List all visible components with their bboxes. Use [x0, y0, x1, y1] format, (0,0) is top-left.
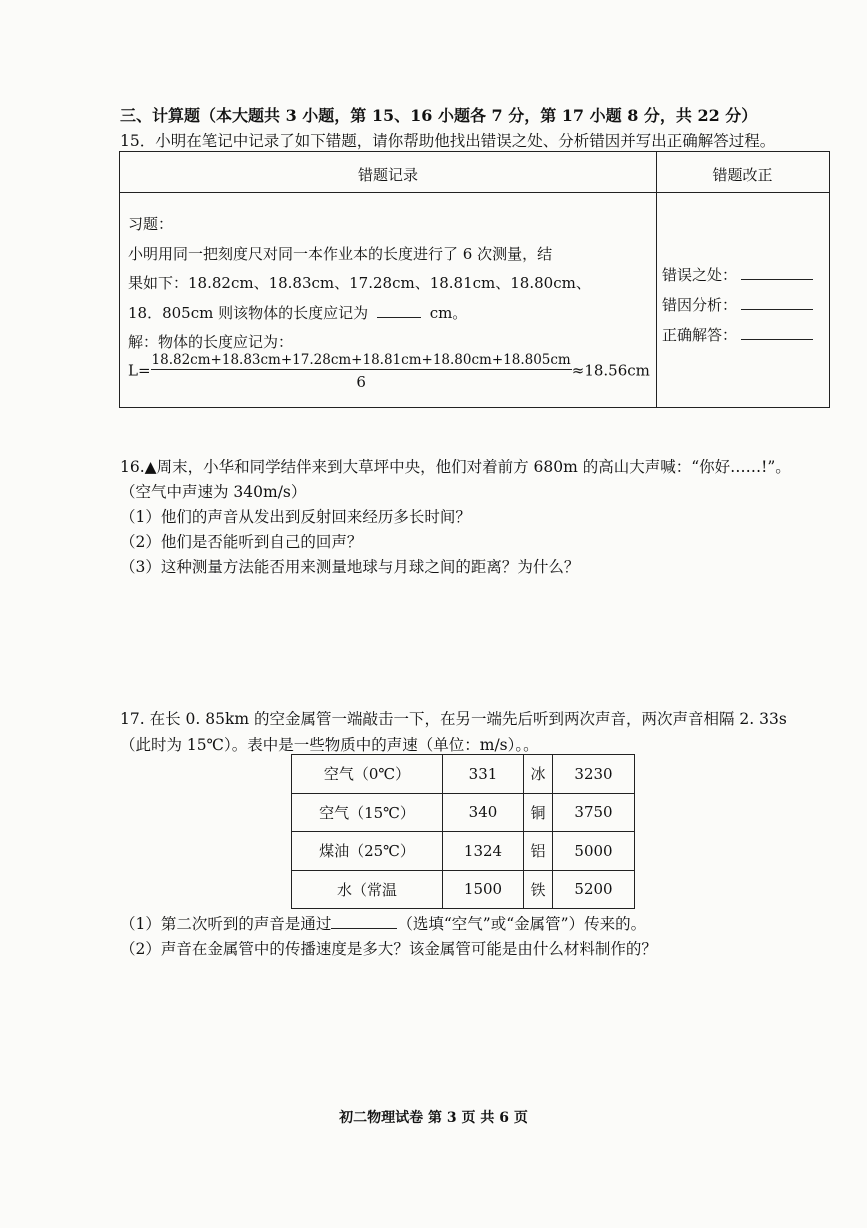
medium-cell: 空气（0℃） [292, 755, 443, 794]
medium-cell: 冰 [524, 755, 553, 794]
correction-error-analysis [662, 290, 813, 320]
table-row [292, 793, 635, 832]
correction-blank-1[interactable] [741, 278, 813, 280]
speed-cell: 331 [443, 755, 524, 794]
question-16-sub-3: （3）这种测量方法能否用来测量地球与月球之间的距离？为什么？ [120, 558, 580, 576]
answer-blank[interactable] [377, 316, 421, 318]
exercise-line-3-text: 18．805cm 则该物体的长度应记为 [128, 303, 369, 322]
medium-cell: 铝 [524, 832, 553, 871]
medium-cell: 空气（15℃） [292, 793, 443, 832]
exercise-line-3-unit: cm。 [429, 303, 468, 322]
question-16-sub-2: （2）他们是否能听到自己的回声？ [120, 533, 363, 551]
question-17-stem-2: （此时为 15℃）。表中是一些物质中的声速（单位：m/s）。。 [120, 736, 539, 754]
formula-denominator: 6 [356, 373, 366, 391]
speed-cell: 1324 [443, 832, 524, 871]
formula-rhs: ≈18.56cm [571, 361, 650, 380]
question-16-stem: 16.▲周末，小华和同学结伴来到大草坪中央，他们对着前方 680m 的高山大声喊：“你好……!”。 [120, 458, 791, 476]
question-17-subquestions [120, 912, 657, 962]
question-17-sub-2: （2）声音在金属管中的传播速度是多大？该金属管可能是由什么材料制作的？ [120, 940, 657, 958]
correction-blank-2[interactable] [741, 308, 813, 310]
correction-correct-answer [662, 320, 813, 350]
speed-cell: 1500 [443, 870, 524, 909]
question-17 [120, 706, 787, 758]
speed-cell: 3230 [553, 755, 635, 794]
exercise-label: 习题： [128, 215, 174, 233]
sound-speed-table [291, 754, 635, 909]
table-divider-horizontal [120, 192, 829, 193]
exercise-line-3 [128, 299, 591, 329]
medium-cell: 煤油（25℃） [292, 832, 443, 871]
correction-label-2: 错因分析： [662, 296, 738, 314]
question-16 [120, 455, 791, 580]
solution-label: 解：物体的长度应记为： [128, 333, 294, 351]
table-header-correction: 错题改正 [712, 166, 773, 184]
question-17-sub-1 [120, 912, 657, 937]
formula-lhs: L= [128, 361, 151, 380]
medium-cell: 铁 [524, 870, 553, 909]
question-17-sub-1-text: （1）第二次听到的声音是通过 [120, 915, 332, 933]
table-header-record: 错题记录 [357, 166, 418, 184]
speed-cell: 340 [443, 793, 524, 832]
table-row [292, 870, 635, 909]
exercise-line-2: 果如下：18.82cm、18.83cm、17.28cm、18.81cm、18.80cm、 [128, 274, 591, 292]
formula-fraction [151, 352, 572, 391]
exercise-line-1: 小明用同一把刻度尺对同一本作业本的长度进行了 6 次测量，结 [128, 244, 553, 263]
table-row [292, 832, 635, 871]
medium-cell: 水（常温 [292, 870, 443, 909]
exercise-text [128, 210, 591, 358]
correction-label-1: 错误之处： [662, 266, 738, 284]
error-record-table [119, 151, 830, 408]
table-divider-vertical [656, 152, 657, 407]
formula-numerator: 18.82cm+18.83cm+17.28cm+18.81cm+18.80cm+18.805cm [151, 352, 571, 368]
medium-cell: 铜 [524, 793, 553, 832]
correction-blank-3[interactable] [741, 338, 813, 340]
question-17-sub-1-tail: （选填“空气”或“金属管”）传来的。 [397, 915, 647, 933]
question-16-sub-1: （1）他们的声音从发出到反射回来经历多长时间？ [120, 508, 471, 526]
correction-label-3: 正确解答： [662, 326, 738, 344]
formula [128, 352, 650, 391]
answer-blank[interactable] [331, 927, 397, 929]
speed-cell: 5000 [553, 832, 635, 871]
question-16-note: （空气中声速为 340m/s） [120, 483, 307, 501]
correction-error-location [662, 260, 813, 290]
correction-fields [662, 260, 813, 350]
page-footer: 初二物理试卷 第 3 页 共 6 页 [339, 1110, 528, 1126]
speed-cell: 5200 [553, 870, 635, 909]
question-17-stem: 17. 在长 0. 85km 的空金属管一端敲击一下，在另一端先后听到两次声音，两次声音相隔 2. 33s [120, 710, 787, 728]
speed-cell: 3750 [553, 793, 635, 832]
question-15-stem: 15．小明在笔记中记录了如下错题，请你帮助他找出错误之处、分析错因并写出正确解答过程。 [120, 132, 776, 150]
section-title: 三、计算题（本大题共 3 小题，第 15、16 小题各 7 分，第 17 小题 8 分，共 22 分） [120, 106, 758, 125]
table-row [292, 755, 635, 794]
